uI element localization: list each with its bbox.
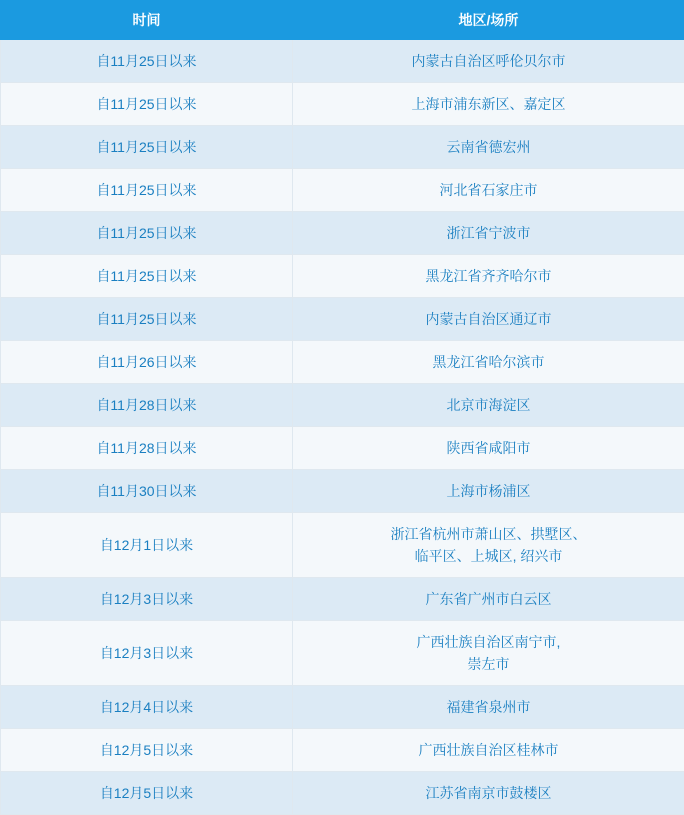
cell-place	[293, 513, 684, 578]
table-row	[1, 40, 684, 83]
cell-place	[293, 83, 684, 126]
place-line: 崇左市	[299, 653, 678, 675]
column-header-place: 地区/场所	[293, 1, 684, 40]
cell-place	[293, 40, 684, 83]
cell-time: 自12月5日以来	[1, 729, 293, 772]
cell-time: 自12月3日以来	[1, 621, 293, 686]
place-line: 广西壮族自治区南宁市,	[299, 631, 678, 653]
cell-place	[293, 298, 684, 341]
table-row	[1, 83, 684, 126]
place-line: 黑龙江省齐齐哈尔市	[299, 265, 678, 287]
table-row	[1, 470, 684, 513]
cell-place	[293, 729, 684, 772]
table-row	[1, 298, 684, 341]
cell-place	[293, 621, 684, 686]
table-row	[1, 169, 684, 212]
cell-time: 自11月25日以来	[1, 255, 293, 298]
cell-time: 自12月4日以来	[1, 686, 293, 729]
place-line: 河北省石家庄市	[299, 179, 678, 201]
place-line: 内蒙古自治区呼伦贝尔市	[299, 50, 678, 72]
table-header-row	[1, 1, 684, 40]
place-line: 黑龙江省哈尔滨市	[299, 351, 678, 373]
table-row	[1, 772, 684, 815]
place-line: 内蒙古自治区通辽市	[299, 308, 678, 330]
cell-time: 自11月30日以来	[1, 470, 293, 513]
cell-place	[293, 686, 684, 729]
cell-time: 自11月28日以来	[1, 384, 293, 427]
cell-time: 自12月1日以来	[1, 513, 293, 578]
table-row	[1, 255, 684, 298]
place-line: 北京市海淀区	[299, 394, 678, 416]
cell-place	[293, 169, 684, 212]
cell-place	[293, 341, 684, 384]
cell-place	[293, 212, 684, 255]
place-line: 广东省广州市白云区	[299, 588, 678, 610]
cell-time: 自11月25日以来	[1, 298, 293, 341]
cell-time: 自11月28日以来	[1, 427, 293, 470]
table-row	[1, 126, 684, 169]
cell-time: 自11月25日以来	[1, 212, 293, 255]
place-line: 临平区、上城区, 绍兴市	[299, 545, 678, 567]
table-row	[1, 513, 684, 578]
cell-time: 自11月26日以来	[1, 341, 293, 384]
cell-time: 自12月3日以来	[1, 578, 293, 621]
cell-place	[293, 427, 684, 470]
cell-time: 自11月25日以来	[1, 83, 293, 126]
place-line: 浙江省杭州市萧山区、拱墅区、	[299, 523, 678, 545]
table-row	[1, 427, 684, 470]
cell-time: 自11月25日以来	[1, 126, 293, 169]
table-row	[1, 341, 684, 384]
place-line: 江苏省南京市鼓楼区	[299, 782, 678, 804]
place-line: 浙江省宁波市	[299, 222, 678, 244]
table-body	[1, 40, 684, 815]
cell-place	[293, 772, 684, 815]
cell-time: 自11月25日以来	[1, 40, 293, 83]
cell-place	[293, 384, 684, 427]
place-line: 云南省德宏州	[299, 136, 678, 158]
cell-time: 自12月5日以来	[1, 772, 293, 815]
table-row	[1, 578, 684, 621]
table-row	[1, 384, 684, 427]
table-header	[1, 1, 684, 40]
table-row	[1, 686, 684, 729]
place-line: 上海市浦东新区、嘉定区	[299, 93, 678, 115]
place-line: 上海市杨浦区	[299, 480, 678, 502]
table-row	[1, 212, 684, 255]
cell-place	[293, 470, 684, 513]
cell-place	[293, 126, 684, 169]
cell-time: 自11月25日以来	[1, 169, 293, 212]
place-line: 广西壮族自治区桂林市	[299, 739, 678, 761]
place-line: 福建省泉州市	[299, 696, 678, 718]
cell-place	[293, 578, 684, 621]
table-row	[1, 729, 684, 772]
place-line: 陕西省咸阳市	[299, 437, 678, 459]
column-header-time: 时间	[1, 1, 293, 40]
cell-place	[293, 255, 684, 298]
table-row	[1, 621, 684, 686]
